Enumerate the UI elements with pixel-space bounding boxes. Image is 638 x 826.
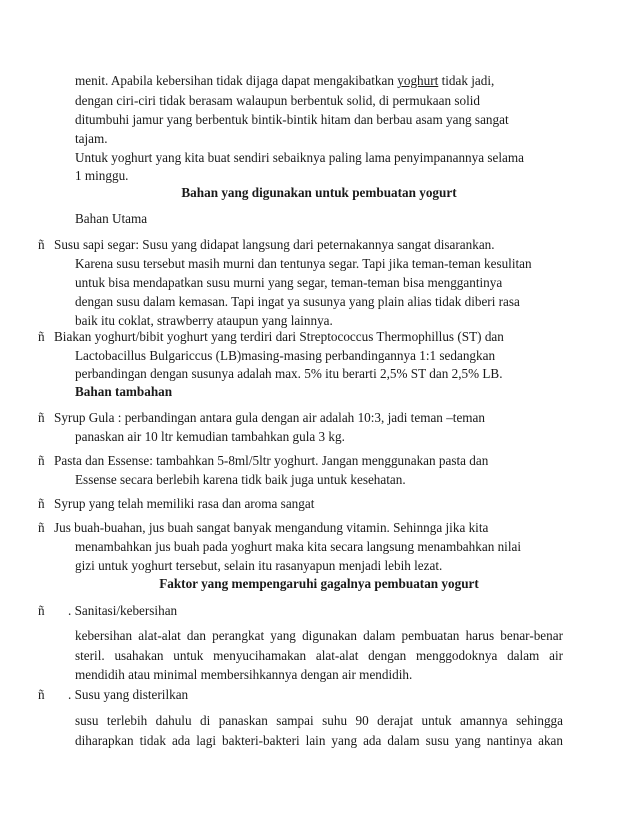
bullet-jus-line-2: menambahkan jus buah pada yoghurt maka kita secara langsung menambahkan nilai [75, 539, 522, 554]
bullet-biakan-line-1: Biakan yoghurt/bibit yoghurt yang terdiri dari Streptococcus Thermophillus (ST) dan [54, 329, 504, 344]
intro-line-1: menit. Apabila kebersihan tidak dijaga dapat mengakibatkan yoghurt tidak jadi, [75, 73, 495, 88]
bullet-icon: ñ [38, 410, 45, 425]
intro-line-5: Untuk yoghurt yang kita buat sendiri sebaiknya paling lama penyimpanannya selama [75, 150, 524, 165]
bullet-susu-line-4: dengan susu dalam kemasan. Tapi ingat ya susunya yang plain alias tidak diberi rasa [75, 294, 520, 309]
bullet-susu-line-3: untuk bisa mendapatkan susu murni yang segar, teman-teman bisa menggantinya [75, 275, 503, 290]
bullet-syrup-gula-line-1: Syrup Gula : perbandingan antara gula dengan air adalah 10:3, jadi teman –teman [54, 410, 486, 425]
bullet-susu-line-5: baik itu coklat, strawberry ataupun yang lainnya. [75, 313, 333, 328]
bullet-icon: ñ [38, 603, 45, 618]
bullet-susu-line-2: Karena susu tersebut masih murni dan tentunya segar. Tapi jika teman-teman kesulitan [75, 256, 532, 271]
intro-line-2: dengan ciri-ciri tidak berasam walaupun berbentuk solid, di permukaan solid [75, 93, 481, 108]
intro-line-3: ditumbuhi jamur yang berbentuk bintik-bintik hitam dan berbau asam yang sangat [75, 112, 509, 127]
bullet-pasta-line-2: Essense secara berlebih karena tidk baik juga untuk kesehatan. [75, 472, 406, 487]
intro-line-6: 1 minggu. [75, 168, 129, 183]
bullet-pasta-line-1: Pasta dan Essense: tambahkan 5-8ml/5ltr yoghurt. Jangan menggunakan pasta dan [54, 453, 489, 468]
bullet-syrup-rasa-line-1: Syrup yang telah memiliki rasa dan aroma sangat [54, 496, 315, 511]
bullet-susu-line-1: Susu sapi segar: Susu yang didapat langsung dari peternakannya sangat disarankan. [54, 237, 495, 252]
subheading-main-ingredients: Bahan Utama [75, 211, 148, 226]
factor-sanitasi-label: . Sanitasi/kebersihan [68, 603, 178, 618]
bullet-biakan-line-3: perbandingan dengan susunya adalah max. 5% itu berarti 2,5% ST dan 2,5% LB. [75, 366, 503, 381]
factor-sanitasi-body: kebersihan alat-alat dan perangkat yang digunakan dalam pembuatan harus benar-benar steril. usahakan untuk menyucihamakan alat-alat dengan menggodoknya dalam air mendidih atau minimal membersihkannya dengan air mendidih. [75, 628, 563, 682]
subheading-extra-ingredients: Bahan tambahan [75, 384, 173, 399]
bullet-syrup-gula-line-2: panaskan air 10 ltr kemudian tambahkan gula 3 kg. [75, 429, 345, 444]
yoghurt-link[interactable]: yoghurt [397, 73, 439, 88]
bullet-icon: ñ [38, 687, 45, 702]
bullet-biakan-line-2: Lactobacillus Bulgariccus (LB)masing-masing perbandingannya 1:1 sedangkan [75, 348, 496, 363]
bullet-jus-line-1: Jus buah-buahan, jus buah sangat banyak mengandung vitamin. Sehinnga jika kita [54, 520, 489, 535]
section-heading-ingredients: Bahan yang digunakan untuk pembuatan yogurt [181, 185, 457, 200]
bullet-icon: ñ [38, 237, 45, 252]
section-heading-factors: Faktor yang mempengaruhi gagalnya pembuatan yogurt [159, 576, 479, 591]
factor-susu-body: susu terlebih dahulu di panaskan sampai suhu 90 derajat untuk amannya sehingga diharapkan tidak ada lagi bakteri-bakteri lain yang ada dalam susu yang nantinya akan [75, 713, 563, 748]
intro-line-4: tajam. [75, 131, 108, 146]
bullet-icon: ñ [38, 329, 45, 344]
bullet-jus-line-3: gizi untuk yoghurt tersebut, selain itu rasanyapun menjadi lebih lezat. [75, 558, 443, 573]
bullet-icon: ñ [38, 453, 45, 468]
factor-susu-label: . Susu yang disterilkan [68, 687, 189, 702]
bullet-icon: ñ [38, 520, 45, 535]
bullet-icon: ñ [38, 496, 45, 511]
